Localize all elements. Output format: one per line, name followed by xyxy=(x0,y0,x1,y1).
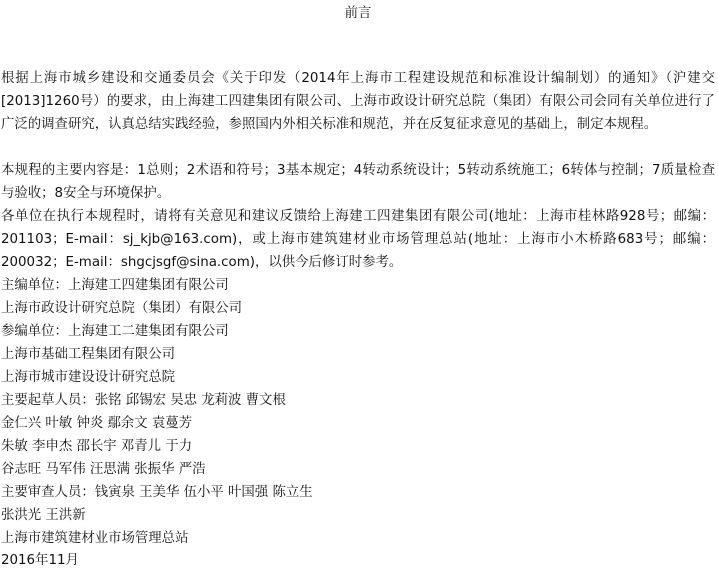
participating-unit-line: 参编单位：上海建工二建集团有限公司 xyxy=(1,324,229,339)
drafters-line-3: 朱敏 李申杰 邵长宇 邓青儿 于力 xyxy=(1,439,193,454)
drafters-line-4: 谷志旺 马军伟 汪思满 张振华 严浩 xyxy=(1,462,206,477)
participating-unit-line-2: 上海市基础工程集团有限公司 xyxy=(1,347,176,362)
participating-unit-line-3: 上海市城市建设设计研究总院 xyxy=(1,370,176,385)
issuing-office-line: 上海市建筑建材业市场管理总站 xyxy=(1,531,189,546)
chief-editor-unit-line: 主编单位：上海建工四建集团有限公司 xyxy=(1,278,229,293)
paragraph-background: 根据上海市城乡建设和交通委员会《关于印发（2014年上海市工程建设规范和标准设计编制划）的通知》（沪建交[2013]1260号）的要求，由上海建工四建集团有限公司、上海市政设计研究总院（集团）有限公司会同有关单位进行了广泛的调查研究，认真总结实践经验，参照国内外相关标准和规范，并在反复征求意见的基础上，制定本规程。 xyxy=(1,71,715,132)
paragraph-contents: 本规程的主要内容是：1总则；2术语和符号；3基本规定；4转动系统设计；5转动系统施工；6转体与控制；7质量检查与验收；8安全与环境保护。 xyxy=(1,163,715,201)
drafters-line-2: 金仁兴 叶敏 钟炎 鄢余文 袁蔓芳 xyxy=(1,416,193,431)
reviewers-line: 主要审查人员：钱寅泉 王美华 伍小平 叶国强 陈立生 xyxy=(1,485,313,500)
reviewers-line-2: 张洪光 王洪新 xyxy=(1,508,86,523)
page-title: 前言 xyxy=(344,6,372,21)
paragraph-feedback: 各单位在执行本规程时，请将有关意见和建议反馈给上海建工四建集团有限公司(地址：上海市桂林路928号；邮编：201103；E-mail：sj_kjb@163.com)，或上海市建筑建材业市场管理总站(地址：上海市小木桥路683号；邮编：200032；E-mail：shgcjsgf@sina.com)，以供今后修订时参考。 xyxy=(1,209,715,270)
chief-editor-unit-line-2: 上海市政设计研究总院（集团）有限公司 xyxy=(1,301,243,316)
date-line: 2016年11月 xyxy=(1,553,79,568)
drafters-line: 主要起草人员：张铭 邱锡宏 吴忠 龙莉波 曹文根 xyxy=(1,393,286,408)
